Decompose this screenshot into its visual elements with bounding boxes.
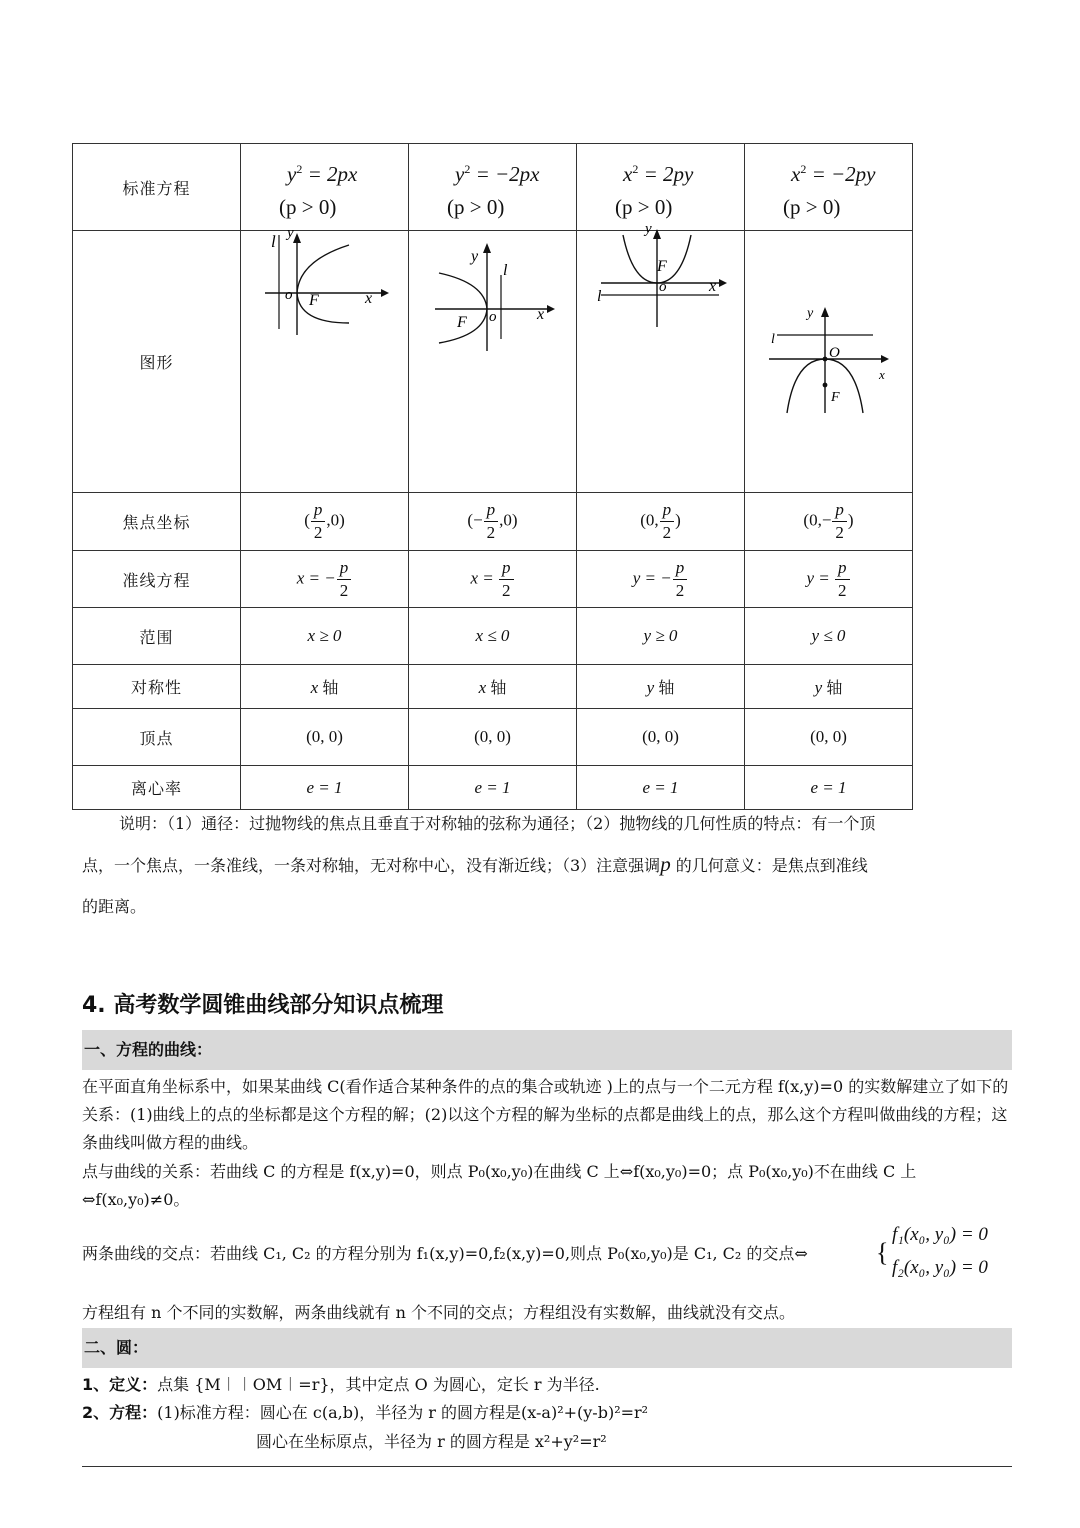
vertex-cell: (0, 0) bbox=[577, 709, 745, 766]
eccentricity-cell: e = 1 bbox=[577, 766, 745, 810]
directrix-cell: y = $\frac{p}{2}$ bbox=[745, 551, 913, 608]
table-row bbox=[73, 665, 913, 709]
circle-equation: 2、方程：(1)标准方程：圆心在 c(a,b)，半径为 r 的圆方程是(x-a)²+(y-b)²=r² bbox=[82, 1403, 649, 1422]
circle-origin-equation: 圆心在坐标原点，半径为 r 的圆方程是 x²+y²=r² bbox=[256, 1432, 607, 1451]
focus-cell: (0, $\frac{p}{2}$ ) bbox=[577, 493, 745, 551]
symmetry-cell: y 轴 bbox=[577, 665, 745, 709]
label-O: O bbox=[829, 345, 840, 361]
directrix-cell: x = $\frac{p}{2}$ bbox=[409, 551, 577, 608]
label-y: y bbox=[645, 221, 652, 237]
figure-right-opening bbox=[241, 225, 409, 493]
table-row bbox=[73, 709, 913, 766]
footer-rule bbox=[82, 1466, 1012, 1467]
label-o: o bbox=[659, 279, 667, 295]
row-label: 离心率 bbox=[73, 766, 241, 810]
curve-intersection: 两条曲线的交点：若曲线 C₁, C₂ 的方程分别为 f₁(x,y)=0,f₂(x,y)=0,则点 P₀(x₀,y₀)是 C₁, C₂ 的交点⇔ bbox=[82, 1244, 808, 1263]
parabola-figure-2 bbox=[409, 231, 576, 487]
label-x: x bbox=[365, 290, 373, 307]
section-heading-circle: 二、圆： bbox=[82, 1328, 1012, 1368]
eccentricity-cell: e = 1 bbox=[241, 766, 409, 810]
table-row bbox=[73, 144, 913, 231]
row-label: 准线方程 bbox=[73, 551, 241, 608]
symmetry-cell: y 轴 bbox=[745, 665, 913, 709]
vertex-cell: (0, 0) bbox=[241, 709, 409, 766]
parabola-figure-3 bbox=[577, 221, 744, 487]
equation-cell: $y^2 = 2px$ (p > 0) bbox=[241, 144, 409, 231]
table-row bbox=[73, 493, 913, 551]
table-row bbox=[73, 551, 913, 608]
figure-left-opening bbox=[409, 231, 577, 493]
vertex-cell: (0, 0) bbox=[745, 709, 913, 766]
curve-equation-definition: 在平面直角坐标系中，如果某曲线 C(看作适合某种条件的点的集合或轨迹 )上的点与一个二元方程 f(x,y)=0 的实数解建立了如下的关系：(1)曲线上的点的坐标都是这个方程的解；(2)以这个方程的解为坐标的点都是曲线上的点，那么这个方程叫做曲线的方程；这条曲线叫做方程的曲线。 bbox=[82, 1077, 1009, 1152]
label-x: x bbox=[879, 367, 885, 382]
section-heading-curve-equation: 一、方程的曲线： bbox=[82, 1030, 1012, 1070]
table-row bbox=[73, 608, 913, 665]
range-cell: y ≥ 0 bbox=[577, 608, 745, 665]
label-y: y bbox=[471, 248, 479, 265]
focus-cell: ( $\frac{p}{2}$ ,0) bbox=[241, 493, 409, 551]
label-l: l bbox=[271, 232, 276, 251]
label-l: l bbox=[771, 332, 775, 347]
equation-system: { f₁(x₀, y₀) = 0 f₂(x₀, y₀) = 0 bbox=[876, 1224, 988, 1278]
figure-down-opening bbox=[745, 231, 913, 493]
row-label: 范围 bbox=[73, 608, 241, 665]
row-label: 对称性 bbox=[73, 665, 241, 709]
label-x: x bbox=[537, 306, 545, 323]
row-label: 顶点 bbox=[73, 709, 241, 766]
circle-definition: 1、定义：点集 {M︱︱OM︱=r}，其中定点 O 为圆心，定长 r 为半径. bbox=[82, 1375, 600, 1394]
note-line-2: 点，一个焦点，一条准线，一条对称轴，无对称中心，没有渐近线；（3）注意强调p 的几何意义：是焦点到准线 bbox=[82, 852, 868, 876]
range-cell: x ≤ 0 bbox=[409, 608, 577, 665]
figure-up-opening bbox=[577, 221, 745, 493]
label-y: y bbox=[287, 225, 294, 241]
label-o: o bbox=[489, 309, 497, 325]
focus-cell: (− $\frac{p}{2}$ ,0) bbox=[409, 493, 577, 551]
equation-cell: $y^2 = -2px$ (p > 0) bbox=[409, 144, 577, 231]
parabola-figure-4 bbox=[745, 231, 912, 487]
row-label: 标准方程 bbox=[73, 144, 241, 231]
range-cell: y ≤ 0 bbox=[745, 608, 913, 665]
section-title: 4. 高考数学圆锥曲线部分知识点梳理 bbox=[82, 993, 444, 1018]
note-line-3: 的距离。 bbox=[82, 897, 147, 916]
table-note bbox=[82, 803, 1012, 927]
eccentricity-cell: e = 1 bbox=[745, 766, 913, 810]
parabola-figure-1 bbox=[241, 225, 408, 487]
note-line-1: 说明：（1）通径：过抛物线的焦点且垂直于对称轴的弦称为通径；（2）抛物线的几何性质的特点：有一个顶 bbox=[119, 814, 876, 833]
symmetry-cell: x 轴 bbox=[409, 665, 577, 709]
vertex-cell: (0, 0) bbox=[409, 709, 577, 766]
label-F: F bbox=[309, 292, 319, 309]
range-cell: x ≥ 0 bbox=[241, 608, 409, 665]
equation-cell: $x^2 = -2py$ (p > 0) bbox=[745, 144, 913, 231]
label-y: y bbox=[807, 306, 814, 321]
equation-cell: $x^2 = 2py$ (p > 0) bbox=[577, 144, 745, 231]
eccentricity-cell: e = 1 bbox=[409, 766, 577, 810]
focus-cell: (0,− $\frac{p}{2}$ ) bbox=[745, 493, 913, 551]
row-label: 图形 bbox=[73, 231, 241, 493]
symmetry-cell: x 轴 bbox=[241, 665, 409, 709]
label-F: F bbox=[831, 390, 840, 405]
directrix-cell: y = − $\frac{p}{2}$ bbox=[577, 551, 745, 608]
label-F: F bbox=[457, 314, 467, 331]
solutions-note: 方程组有 n 个不同的实数解，两条曲线就有 n 个不同的交点；方程组没有实数解，曲线就没有交点。 bbox=[82, 1303, 795, 1322]
point-curve-relation: 点与曲线的关系：若曲线 C 的方程是 f(x,y)=0，则点 P₀(x₀,y₀)在曲线 C 上⇔f(x₀,y₀)=0；点 P₀(x₀,y₀)不在曲线 C 上⇔f(x₀,y₀)≠0。 bbox=[82, 1162, 917, 1209]
parabola-properties-table bbox=[72, 143, 913, 810]
label-F: F bbox=[657, 258, 667, 275]
label-l: l bbox=[597, 288, 602, 305]
table-row bbox=[73, 231, 913, 493]
directrix-cell: x = − $\frac{p}{2}$ bbox=[241, 551, 409, 608]
label-o: o bbox=[285, 287, 293, 303]
label-l: l bbox=[503, 262, 508, 279]
label-x: x bbox=[709, 278, 717, 295]
row-label: 焦点坐标 bbox=[73, 493, 241, 551]
